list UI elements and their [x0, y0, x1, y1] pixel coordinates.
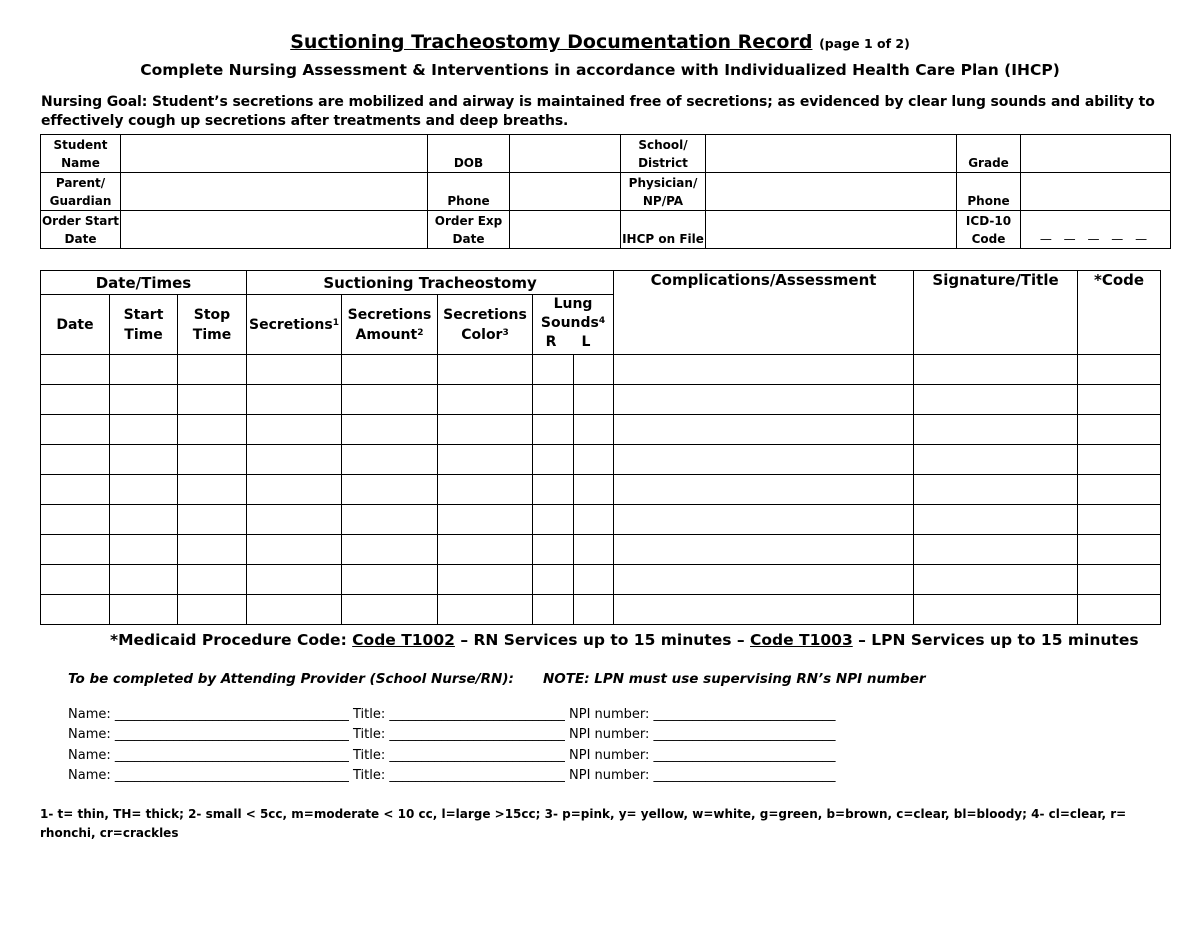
medicaid-mid: – RN Services up to 15 minutes –	[454, 631, 750, 649]
log-cell[interactable]	[1078, 565, 1161, 595]
log-cell[interactable]	[914, 565, 1078, 595]
left-lung-label: L	[581, 334, 591, 350]
log-cell[interactable]	[1078, 355, 1161, 385]
date-col-header: Date	[41, 295, 110, 355]
log-cell[interactable]	[533, 595, 574, 625]
log-row	[41, 475, 1161, 505]
secretions-footnote: 1	[332, 317, 339, 328]
icd-label: ICD-10 Code	[957, 211, 1021, 249]
log-cell[interactable]	[914, 355, 1078, 385]
log-cell[interactable]	[41, 565, 110, 595]
log-cell[interactable]	[178, 535, 247, 565]
ihcp-label: IHCP on File	[621, 211, 706, 249]
lung-sides	[533, 333, 613, 352]
log-cell[interactable]	[178, 415, 247, 445]
log-cell[interactable]	[914, 595, 1078, 625]
log-cell[interactable]	[342, 355, 438, 385]
log-cell[interactable]	[41, 355, 110, 385]
log-cell[interactable]	[614, 565, 914, 595]
secretions-color-col-header	[438, 295, 533, 355]
parent-guardian-label: Parent/ Guardian	[41, 173, 121, 211]
page-subtitle: Complete Nursing Assessment & Interventions in accordance with Individualized Health Care Plan (IHCP)	[140, 61, 1060, 79]
log-cell[interactable]	[41, 505, 110, 535]
log-cell[interactable]	[574, 385, 614, 415]
ihcp-field[interactable]	[706, 211, 957, 249]
school-district-label: School/ District	[621, 135, 706, 173]
school-district-field[interactable]	[706, 135, 957, 173]
parent-guardian-field[interactable]	[121, 173, 428, 211]
log-cell[interactable]	[342, 595, 438, 625]
suctioning-header: Suctioning Tracheostomy	[247, 271, 614, 295]
log-cell[interactable]	[438, 535, 533, 565]
log-row	[41, 505, 1161, 535]
log-cell[interactable]	[178, 385, 247, 415]
log-cell[interactable]	[533, 385, 574, 415]
grade-field[interactable]	[1021, 135, 1171, 173]
lung-sounds-label: Lung Sounds	[540, 296, 599, 331]
log-cell[interactable]	[178, 565, 247, 595]
log-cell[interactable]	[574, 355, 614, 385]
log-cell[interactable]	[574, 565, 614, 595]
log-cell[interactable]	[1078, 445, 1161, 475]
log-cell[interactable]	[342, 385, 438, 415]
log-cell[interactable]	[614, 475, 914, 505]
medicaid-code-note	[110, 631, 1139, 649]
color-label: Secretions Color	[443, 306, 527, 343]
log-cell[interactable]	[914, 385, 1078, 415]
log-cell[interactable]	[438, 595, 533, 625]
log-cell[interactable]	[1078, 475, 1161, 505]
log-cell[interactable]	[178, 595, 247, 625]
log-cell[interactable]	[438, 565, 533, 595]
complications-header	[614, 271, 914, 355]
log-cell[interactable]	[533, 445, 574, 475]
log-cell[interactable]	[574, 475, 614, 505]
log-cell[interactable]	[614, 385, 914, 415]
log-cell[interactable]	[342, 415, 438, 445]
physician-field[interactable]	[706, 173, 957, 211]
log-cell[interactable]	[247, 595, 342, 625]
log-cell[interactable]	[342, 535, 438, 565]
log-cell[interactable]	[178, 475, 247, 505]
log-cell[interactable]	[533, 355, 574, 385]
log-cell[interactable]	[247, 505, 342, 535]
signature-header	[914, 271, 1078, 355]
amount-footnote: 2	[417, 327, 424, 338]
order-exp-label: Order Exp Date	[428, 211, 510, 249]
log-cell[interactable]	[438, 445, 533, 475]
provider-line[interactable]: Name: ____________________________________ Title: ___________________________ NPI number: ____________________________	[68, 767, 836, 783]
log-cell[interactable]	[247, 445, 342, 475]
log-cell[interactable]	[110, 565, 178, 595]
page-title	[0, 31, 1200, 53]
log-cell[interactable]	[574, 595, 614, 625]
log-cell[interactable]	[533, 475, 574, 505]
order-exp-field[interactable]	[510, 211, 621, 249]
log-cell[interactable]	[41, 445, 110, 475]
log-cell[interactable]	[533, 505, 574, 535]
log-cell[interactable]	[1078, 505, 1161, 535]
log-cell[interactable]	[247, 415, 342, 445]
log-cell[interactable]	[178, 505, 247, 535]
stop-time-col-header: Stop Time	[178, 295, 247, 355]
log-cell[interactable]	[41, 475, 110, 505]
log-cell[interactable]	[914, 505, 1078, 535]
lung-footnote: 4	[598, 316, 606, 326]
log-cell[interactable]	[914, 415, 1078, 445]
log-cell[interactable]	[1078, 595, 1161, 625]
signature-header-label: Signature/Title	[932, 271, 1059, 289]
code-t1002: Code T1002	[352, 631, 455, 649]
suctioning-log-table	[40, 270, 1161, 625]
log-row	[41, 385, 1161, 415]
log-cell[interactable]	[438, 505, 533, 535]
log-cell[interactable]	[247, 565, 342, 595]
log-cell[interactable]	[110, 535, 178, 565]
log-cell[interactable]	[614, 415, 914, 445]
code-header-label: *Code	[1094, 271, 1145, 289]
log-cell[interactable]	[110, 385, 178, 415]
log-cell[interactable]	[247, 475, 342, 505]
log-cell[interactable]	[914, 445, 1078, 475]
log-cell[interactable]	[41, 535, 110, 565]
log-cell[interactable]	[574, 535, 614, 565]
log-cell[interactable]	[614, 535, 914, 565]
log-cell[interactable]	[342, 505, 438, 535]
provider-line[interactable]: Name: ____________________________________ Title: ___________________________ NPI number: ____________________________	[68, 707, 836, 722]
log-cell[interactable]	[342, 475, 438, 505]
log-cell[interactable]	[614, 355, 914, 385]
log-cell[interactable]	[1078, 415, 1161, 445]
log-row	[41, 595, 1161, 625]
log-row	[41, 355, 1161, 385]
log-cell[interactable]	[110, 595, 178, 625]
log-row	[41, 445, 1161, 475]
log-cell[interactable]	[438, 475, 533, 505]
provider-line[interactable]: Name: ____________________________________ Title: ___________________________ NPI number: ____________________________	[68, 727, 836, 743]
log-cell[interactable]	[110, 475, 178, 505]
log-cell[interactable]	[438, 385, 533, 415]
log-cell[interactable]	[1078, 535, 1161, 565]
log-cell[interactable]	[110, 505, 178, 535]
log-cell[interactable]	[914, 475, 1078, 505]
log-cell[interactable]	[574, 505, 614, 535]
log-cell[interactable]	[110, 415, 178, 445]
secretions-amount-col-header	[342, 295, 438, 355]
start-time-col-header: Start Time	[110, 295, 178, 355]
log-cell[interactable]	[110, 445, 178, 475]
log-row	[41, 535, 1161, 565]
log-cell[interactable]	[110, 355, 178, 385]
dob-label: DOB	[428, 135, 510, 173]
log-cell[interactable]	[614, 595, 914, 625]
log-rows	[41, 355, 1161, 625]
parent-phone-label: Phone	[428, 173, 510, 211]
log-cell[interactable]	[342, 565, 438, 595]
icd-code-field[interactable]	[1021, 211, 1171, 249]
dob-field[interactable]	[510, 135, 621, 173]
icd-blanks: — — — — —	[1039, 232, 1152, 246]
medicaid-suffix: – LPN Services up to 15 minutes	[852, 631, 1139, 649]
physician-phone-label: Phone	[957, 173, 1021, 211]
log-cell[interactable]	[533, 565, 574, 595]
right-lung-label: R	[545, 334, 557, 350]
complications-header-label: Complications/Assessment	[650, 271, 877, 289]
parent-phone-field[interactable]	[510, 173, 621, 211]
log-cell[interactable]	[1078, 385, 1161, 415]
lung-sounds-col-header	[533, 295, 614, 355]
code-header	[1078, 271, 1161, 355]
log-cell[interactable]	[247, 355, 342, 385]
secretions-label: Secretions	[249, 316, 333, 333]
log-cell[interactable]	[533, 415, 574, 445]
log-cell[interactable]	[342, 445, 438, 475]
log-row	[41, 565, 1161, 595]
color-footnote: 3	[502, 327, 509, 338]
log-cell[interactable]	[533, 535, 574, 565]
student-name-label: Student Name	[41, 135, 121, 173]
provider-signature-lines	[68, 705, 836, 786]
order-start-field[interactable]	[121, 211, 428, 249]
page-number-note: (page 1 of 2)	[819, 36, 910, 51]
order-start-label: Order Start Date	[41, 211, 121, 249]
log-cell[interactable]	[247, 385, 342, 415]
log-cell[interactable]	[247, 535, 342, 565]
log-cell[interactable]	[914, 535, 1078, 565]
code-legend: 1- t= thin, TH= thick; 2- small < 5cc, m=moderate < 10 cc, l=large >15cc; 3- p=pink, y= yellow, w=white, g=green, b=brown, c=clear, bl=bloody; 4- cl=clear, r= rhonchi, cr=crackles	[40, 807, 1127, 840]
log-row	[41, 415, 1161, 445]
log-cell[interactable]	[41, 385, 110, 415]
log-cell[interactable]	[614, 445, 914, 475]
lung-sounds-title	[533, 295, 613, 333]
lpn-note: NOTE: LPN must use supervising RN’s NPI number	[543, 671, 926, 687]
provider-line[interactable]: Name: ____________________________________ Title: ___________________________ NPI number: ____________________________	[68, 747, 836, 763]
grade-label: Grade	[957, 135, 1021, 173]
log-cell[interactable]	[41, 415, 110, 445]
nursing-goal: Nursing Goal: Student’s secretions are mobilized and airway is maintained free of secretions; as evidenced by clear lung sounds and ability to effectively cough up secretions after treatments and deep breaths.	[41, 94, 1155, 129]
student-info-table	[40, 134, 1171, 249]
log-cell[interactable]	[178, 445, 247, 475]
medicaid-prefix: *Medicaid Procedure Code:	[110, 631, 353, 649]
log-cell[interactable]	[574, 415, 614, 445]
log-cell[interactable]	[41, 595, 110, 625]
code-t1003: Code T1003	[750, 631, 853, 649]
log-cell[interactable]	[438, 355, 533, 385]
log-cell[interactable]	[438, 415, 533, 445]
amount-label: Secretions Amount	[347, 306, 432, 343]
document-title: Suctioning Tracheostomy Documentation Record	[290, 31, 813, 53]
student-name-field[interactable]	[121, 135, 428, 173]
date-times-header: Date/Times	[41, 271, 247, 295]
secretions-col-header	[247, 295, 342, 355]
log-cell[interactable]	[178, 355, 247, 385]
log-cell[interactable]	[614, 505, 914, 535]
provider-instruction: To be completed by Attending Provider (School Nurse/RN):	[68, 671, 514, 687]
log-cell[interactable]	[574, 445, 614, 475]
physician-phone-field[interactable]	[1021, 173, 1171, 211]
physician-label: Physician/ NP/PA	[621, 173, 706, 211]
